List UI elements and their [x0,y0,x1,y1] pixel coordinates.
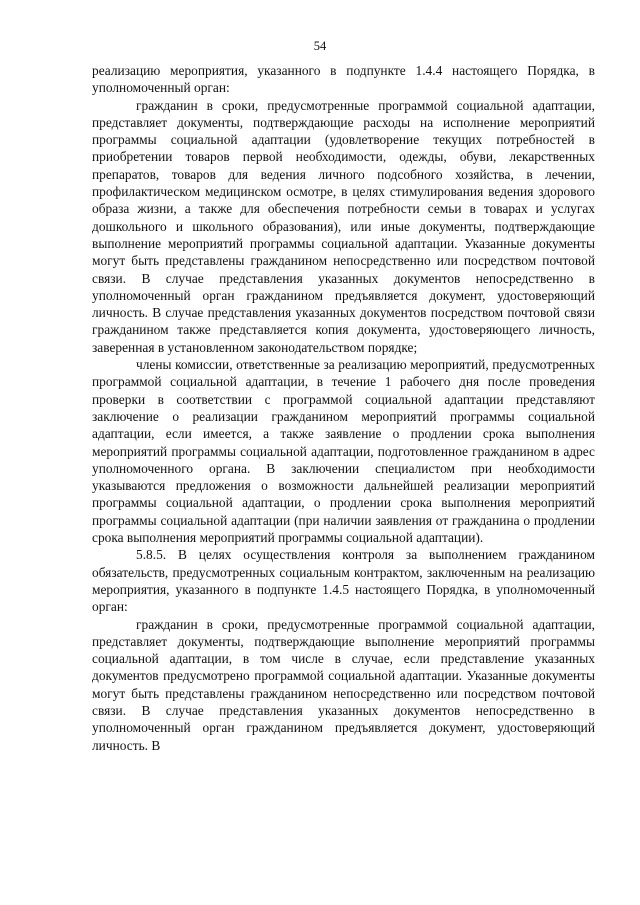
document-body [92,62,595,754]
paragraph-5-8-5: 5.8.5. В целях осуществления контроля за выполнением гражданином обязательств, предусмотренных социальным контрактом, заключенным на реализацию мероприятия, указанного в подпункте 1.4.5 настоящего Порядка, в уполномоченный орган: [92,547,595,615]
paragraph-citizen-documents: гражданин в сроки, предусмотренные программой социальной адаптации, представляет документы, подтверждающие расходы на исполнение мероприятий программы социальной адаптации (удовлетворение текущих потребностей в приобретении товаров первой необходимости, одежды, обуви, лекарственных препаратов, товаров для ведения личного подсобного хозяйства, в лечении, профилактическом медицинском осмотре, в целях стимулирования ведения здорового образа жизни, а также для обеспечения потребности семьи в товарах и услугах дошкольного и школьного образования), или иные документы, подтверждающие выполнение мероприятий программы социальной адаптации. Указанные документы могут быть представлены гражданином непосредственно или посредством почтовой связи. В случае представления указанных документов непосредственно в уполномоченный орган гражданином предъявляется документ, удостоверяющий личность. В случае представления указанных документов посредством почтовой связи гражданином также представляется копия документа, удостоверяющего личность, заверенная в установленном законодательством порядке; [92,97,595,355]
paragraph-continuation: реализацию мероприятия, указанного в подпункте 1.4.4 настоящего Порядка, в уполномоченный орган: [92,63,595,96]
page-number: 54 [313,39,327,53]
paragraph-citizen-documents-2: гражданин в сроки, предусмотренные программой социальной адаптации, представляет документы, подтверждающие выполнение мероприятий программы социальной адаптации, в том числе в случае, если представление указанных документов предусмотрено программой социальной адаптации. Указанные документы могут быть представлены гражданином непосредственно или посредством почтовой связи. В случае представления указанных документов непосредственно в уполномоченный орган гражданином предъявляется документ, удостоверяющий личность. В [92,616,595,753]
paragraph-commission-members: члены комиссии, ответственные за реализацию мероприятий, предусмотренных программой социальной адаптации, в течение 1 рабочего дня после проведения проверки в соответствии с программой социальной адаптации представляют заключение о реализации гражданином мероприятий программы социальной адаптации, если имеется, а также заявление о продлении срока выполнения мероприятий программы социальной адаптации, подготовленное гражданином в адрес уполномоченного органа. В заключении специалистом при необходимости указываются предложения о возможности дальнейшей реализации мероприятий программы социальной адаптации, о продлении срока выполнения мероприятий программы социальной адаптации (при наличии заявления от гражданина о продлении срока выполнения мероприятий программы социальной адаптации). [92,357,595,546]
